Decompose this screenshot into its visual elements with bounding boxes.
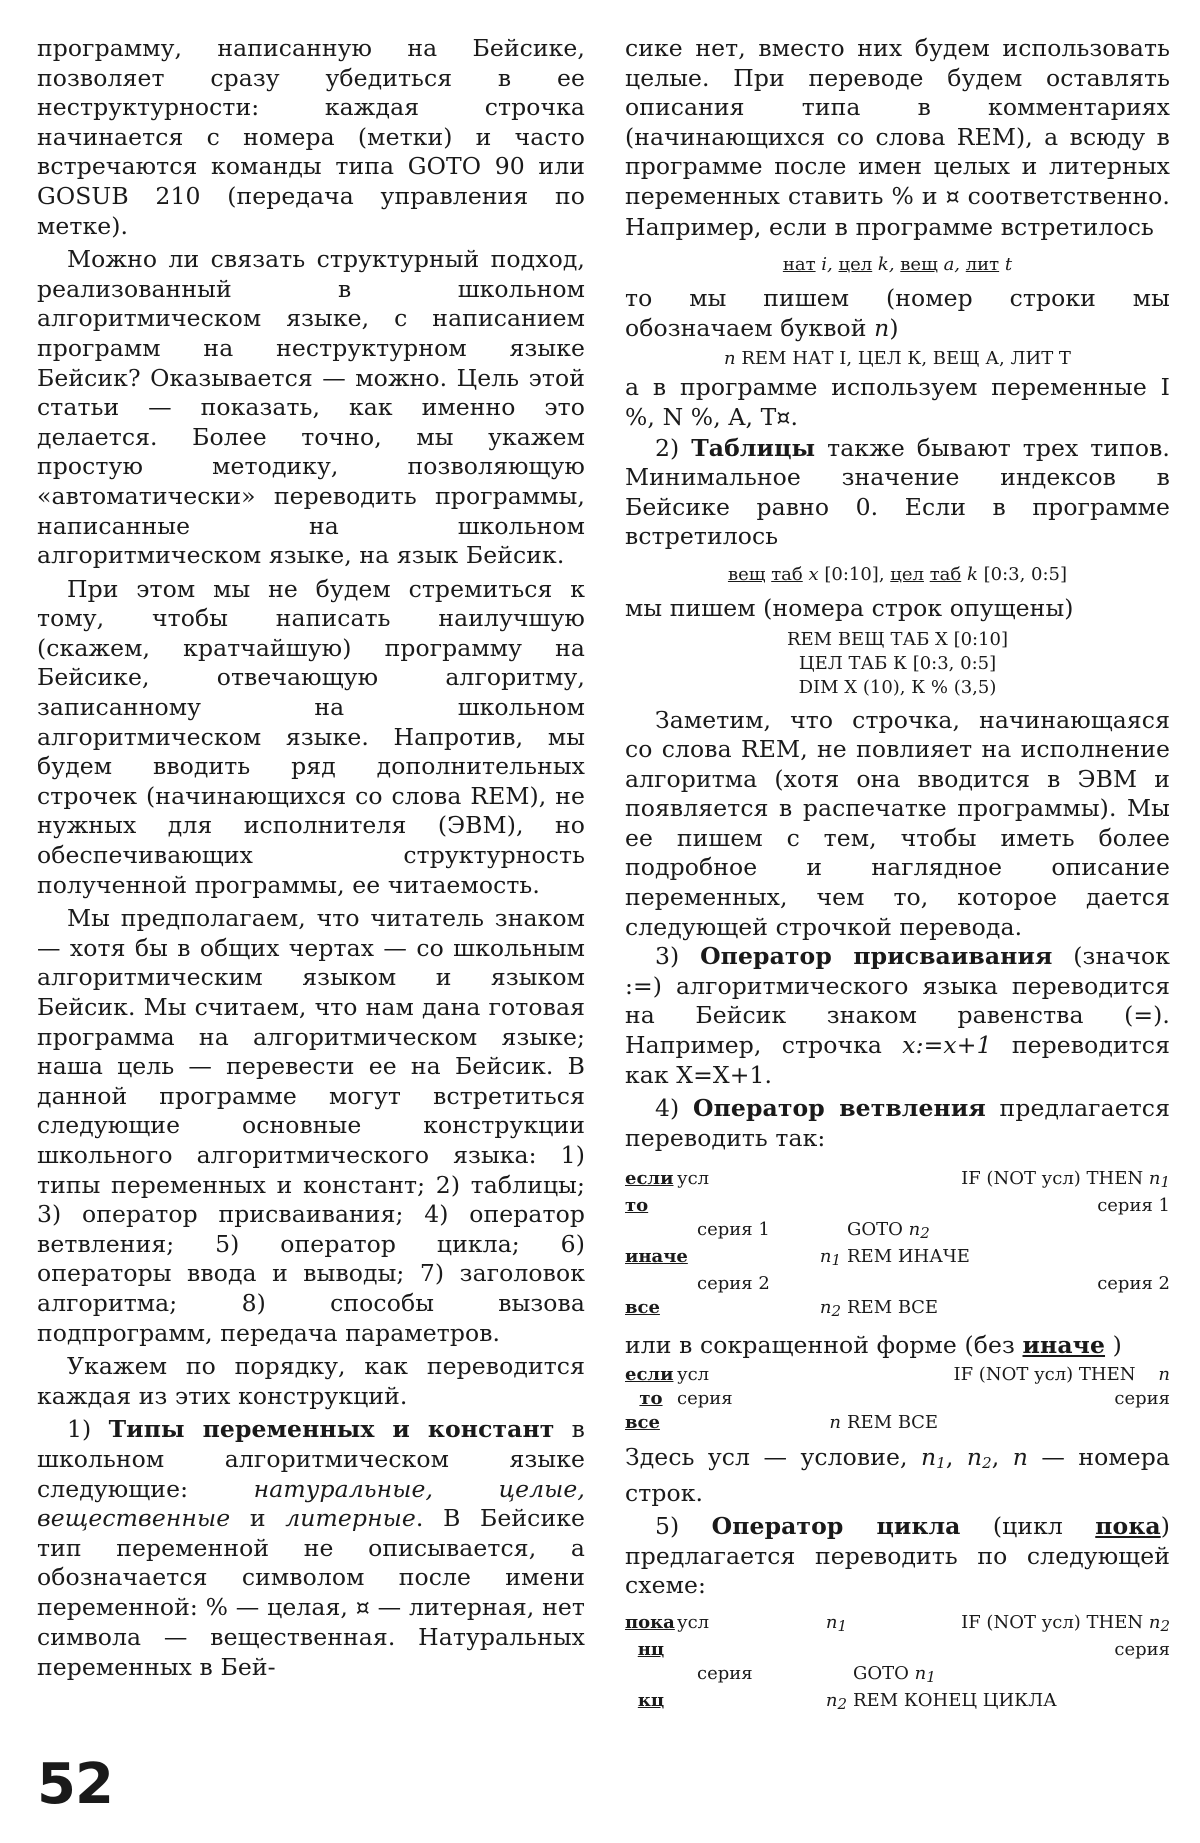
left-column (37, 34, 585, 1683)
code-text: REM ИНАЧЕ (847, 1246, 970, 1268)
section-heading: Оператор цикла (711, 1512, 961, 1541)
variable: n (1012, 1443, 1028, 1471)
paragraph-loop (625, 1512, 1170, 1601)
keyword: лит (965, 254, 1000, 276)
keyword: кц (637, 1689, 665, 1711)
code-text: усл (677, 1168, 710, 1190)
paragraph (625, 373, 1170, 433)
paragraph: Заметим, что строчка, начинающаяся со слова REM, не повлияет на исполнение алгоритма (хотя она вводится в ЭВМ и появляется в распечатке программы). Мы ее пишем с тем, чтобы иметь более подробное и наглядное описание переменных, чем то, которое дается следующей строчкой перевода. (625, 705, 1170, 941)
code-text: серия (1114, 1638, 1170, 1660)
line-number (797, 1245, 847, 1272)
paragraph: При этом мы не будем стремиться к тому, чтобы написать наилучшую (скажем, кратчайшую) программу на Бейсике, отвечающую алгоритму, записанному на школьном алгоритмическом языке. Напротив, мы будем вводить ряд дополнительных строчек (начинающихся со слова REM), не нужных для исполнителя (ЭВМ), но обеспечивающих структурность полученной программы, ее читаемость. (37, 574, 585, 899)
text-run: ) предлагается переводить по следующей схеме: (625, 1512, 1171, 1600)
text-run: ) (889, 313, 899, 342)
italic-run: натуральные, целые, вещественные (37, 1474, 585, 1533)
variable: n (908, 1219, 921, 1241)
item-number: 3) (655, 942, 701, 971)
code-line (853, 1662, 1170, 1689)
paragraph (625, 284, 1170, 343)
currency-sign-icon: ¤ (355, 1595, 370, 1621)
keyword: все (625, 1412, 660, 1433)
code-text: IF (NOT усл) THEN (961, 1168, 1144, 1190)
code-text: [0:3, 0:5] (983, 563, 1068, 585)
variable: a, (943, 254, 961, 276)
variable: n (914, 1662, 927, 1684)
code-line: REM ВЕЩ ТАБ Х [0:10] (786, 628, 1009, 650)
subscript: 1 (936, 1454, 946, 1472)
variable: x (808, 563, 819, 585)
code-text: серия 2 (697, 1273, 770, 1295)
variable: n (819, 1246, 832, 1268)
subscript: 2 (831, 1302, 841, 1321)
paragraph: программу, написанную на Бейсике, позволяет сразу убедиться в ее неструктурности: каждая строчка начинается с номера (метки) и часто встречаются команды типа GOTO 90 или GOSUB 210 (передача управления по метке). (37, 34, 585, 240)
text-run: соответственно. Например, если в программе встретилось (625, 181, 1170, 241)
keyword: иначе (1022, 1331, 1106, 1360)
variable: n (1148, 1168, 1161, 1190)
code-text: серия (1114, 1388, 1170, 1409)
subscript: 1 (926, 1667, 936, 1686)
paragraph: Можно ли связать структурный подход, реализованный в школьном алгоритмическом языке, с написанием программ на неструктурном языке Бейсик? Оказывается — можно. Цель этой статьи — показать, как именно это делается. Более точно, мы укажем простую методику, позволяющую «автоматически» переводить программы, написанные на школьном алгоритмическом языке, на язык Бейсик. (37, 245, 585, 570)
variable: t (1004, 254, 1013, 276)
keyword: таб (929, 563, 962, 585)
variable: i, (821, 254, 833, 276)
code-text: серия 1 (1097, 1195, 1170, 1217)
currency-sign-icon: ¤ (945, 184, 960, 210)
variable: n (819, 1297, 832, 1319)
keyword: то (639, 1388, 663, 1409)
section-heading: Оператор присваивания (700, 942, 1053, 971)
keyword: если (625, 1364, 674, 1385)
code-text: REM КОНЕЦ ЦИКЛА (853, 1689, 1057, 1711)
paragraph (625, 34, 1170, 242)
code-text: серия (697, 1662, 753, 1684)
variable: n (920, 1443, 937, 1471)
variable: n (874, 313, 890, 342)
keyword: то (625, 1195, 649, 1217)
keyword: все (625, 1297, 660, 1319)
code-text: серия (677, 1388, 733, 1409)
variable: n (829, 1412, 841, 1433)
item-number: 1) (67, 1415, 109, 1444)
paragraph: мы пишем (номера строк опущены) (625, 593, 1074, 622)
item-number: 4) (655, 1094, 694, 1123)
rem-line (625, 347, 1170, 371)
text-run: также бывают трех типов. Минимальное значение индексов в Бейсике равно 0. Если в программе встретилось (625, 433, 1170, 551)
paragraph-branch (625, 1094, 1170, 1153)
text-run: в школьном алгоритмическом языке следующие: (37, 1415, 586, 1503)
text-run: предлагается переводить так: (625, 1094, 1170, 1152)
variable: n (825, 1611, 838, 1633)
variable: n (724, 348, 736, 370)
section-heading: Типы переменных и констант (108, 1415, 555, 1444)
keyword: иначе (625, 1246, 688, 1268)
variable: n (1158, 1364, 1170, 1385)
text-run: переводится как X=X+1. (625, 1031, 1170, 1089)
text-run: то мы пишем (номер строки мы обозначаем буквой (625, 284, 1170, 342)
paragraph-types (37, 1415, 585, 1682)
text-run: (значок :=) алгоритмического языка переводится на Бейсик знаком равенства (=). Например, строчка (625, 942, 1170, 1060)
variable: n (825, 1689, 838, 1711)
keyword: вещ (900, 254, 938, 276)
code-text: GOTO (853, 1662, 909, 1684)
text-run: и (230, 1504, 286, 1533)
code-line: DIM X (10), К % (3,5) (798, 676, 997, 698)
line-number (797, 1296, 847, 1323)
text-run: — номера строк. (625, 1443, 1171, 1507)
paragraph: Укажем по порядку, как переводится каждая из этих конструкций. (37, 1352, 585, 1410)
code-line: ЦЕЛ ТАБ К [0:3, 0:5] (798, 652, 997, 674)
short-branch-scheme (625, 1363, 1170, 1435)
keyword: пока (1095, 1512, 1161, 1541)
subscript: 2 (1160, 1616, 1170, 1635)
variable: k (966, 563, 978, 585)
loop-scheme (625, 1611, 1170, 1716)
text-run: ) (1105, 1331, 1122, 1360)
formula: x:=x+1 (902, 1031, 992, 1060)
subscript: 1 (837, 1616, 847, 1635)
item-number: 5) (655, 1512, 712, 1541)
subscript: 2 (920, 1224, 930, 1243)
text-run: сике нет, вместо них будем использовать целые. При переводе будем оставлять описания типа в комментариях (начинающихся со слова REM), а всюду в программе после имен целых и литерных переменных ставить % и (625, 34, 1170, 210)
code-line (853, 1611, 1170, 1638)
branch-scheme (625, 1167, 1170, 1323)
page-number: 52 (37, 1752, 113, 1817)
variable: n (1148, 1611, 1161, 1633)
keyword: пока (625, 1611, 675, 1633)
right-column (625, 34, 1170, 1724)
line-number (797, 1611, 853, 1638)
code-text: GOTO (847, 1219, 903, 1241)
variable: n (966, 1443, 983, 1471)
code-text: IF (NOT усл) THEN (953, 1364, 1136, 1385)
subscript: 1 (1160, 1173, 1170, 1192)
keyword: нц (637, 1638, 665, 1660)
line-number (797, 1689, 853, 1716)
currency-sign-icon: ¤ (776, 405, 791, 431)
paragraph (625, 1331, 1170, 1361)
keyword: цел (838, 254, 873, 276)
text-run: а в программе используем переменные I %, N %, A, T (625, 373, 1170, 431)
keyword: нат (782, 254, 816, 276)
text-run: . (790, 402, 799, 431)
code-line (847, 1363, 1170, 1387)
code-line (847, 1167, 1170, 1194)
subscript: 2 (837, 1694, 847, 1713)
keyword: вещ (727, 563, 766, 585)
line-number (797, 1411, 847, 1435)
declaration-example-2 (625, 562, 1170, 588)
italic-run: литерные (285, 1504, 416, 1533)
code-text: усл (677, 1611, 710, 1633)
code-text: серия 1 (697, 1219, 770, 1241)
paragraph: Здесь усл — условие, $n_1$, $n_2$, n — номера строк. (625, 1443, 1171, 1507)
code-text: усл (677, 1364, 710, 1385)
variable: k, (877, 254, 895, 276)
text-run: — литерная, нет символа — вещественная. Натуральных переменных в Бей- (37, 1592, 585, 1682)
code-text: серия 2 (1097, 1273, 1170, 1295)
text-run: . В Бейсике тип переменной не описывается, а обозначается символом после имени переменной: % — целая, (37, 1504, 585, 1621)
text-run: или в сокращенной форме (без (625, 1331, 1023, 1360)
paragraph-assignment (625, 942, 1170, 1090)
code-text: REM НАТ I, ЦЕЛ К, ВЕЩ А, ЛИТ Т (735, 348, 1071, 370)
code-block-tables (625, 628, 1170, 700)
keyword: цел (890, 563, 924, 585)
subscript: 1 (831, 1251, 841, 1270)
text-run: (цикл (960, 1512, 1096, 1541)
code-text: [0:10], (824, 563, 885, 585)
declaration-example-1 (625, 252, 1170, 278)
code-line (847, 1218, 1170, 1245)
keyword: если (625, 1168, 674, 1190)
subscript: 2 (982, 1454, 992, 1472)
paragraph-tables (625, 434, 1170, 552)
keyword: таб (771, 563, 803, 585)
section-heading: Таблицы (691, 433, 816, 462)
code-text: IF (NOT усл) THEN (961, 1611, 1144, 1633)
code-text: REM ВСЕ (847, 1412, 938, 1433)
text-run: Здесь усл — условие, (625, 1443, 921, 1471)
item-number: 2) (655, 433, 692, 462)
code-text: REM ВСЕ (847, 1297, 938, 1319)
paragraph: Мы предполагаем, что читатель знаком — хотя бы в общих чертах — со школьным алгоритмическим языком и языком Бейсик. Мы считаем, что нам дана готовая программа на алгоритмическом языке; наша цель — перевести ее на Бейсик. В данной программе могут встретиться следующие основные конструкции школьного алгоритмического языка: 1) типы переменных и констант; 2) таблицы; 3) оператор присваивания; 4) оператор ветвления; 5) оператор цикла; 6) операторы ввода и выводы; 7) заголовок алгоритма; 8) способы вызова подпрограмм, передача параметров. (37, 904, 585, 1347)
section-heading: Оператор ветвления (693, 1094, 986, 1123)
